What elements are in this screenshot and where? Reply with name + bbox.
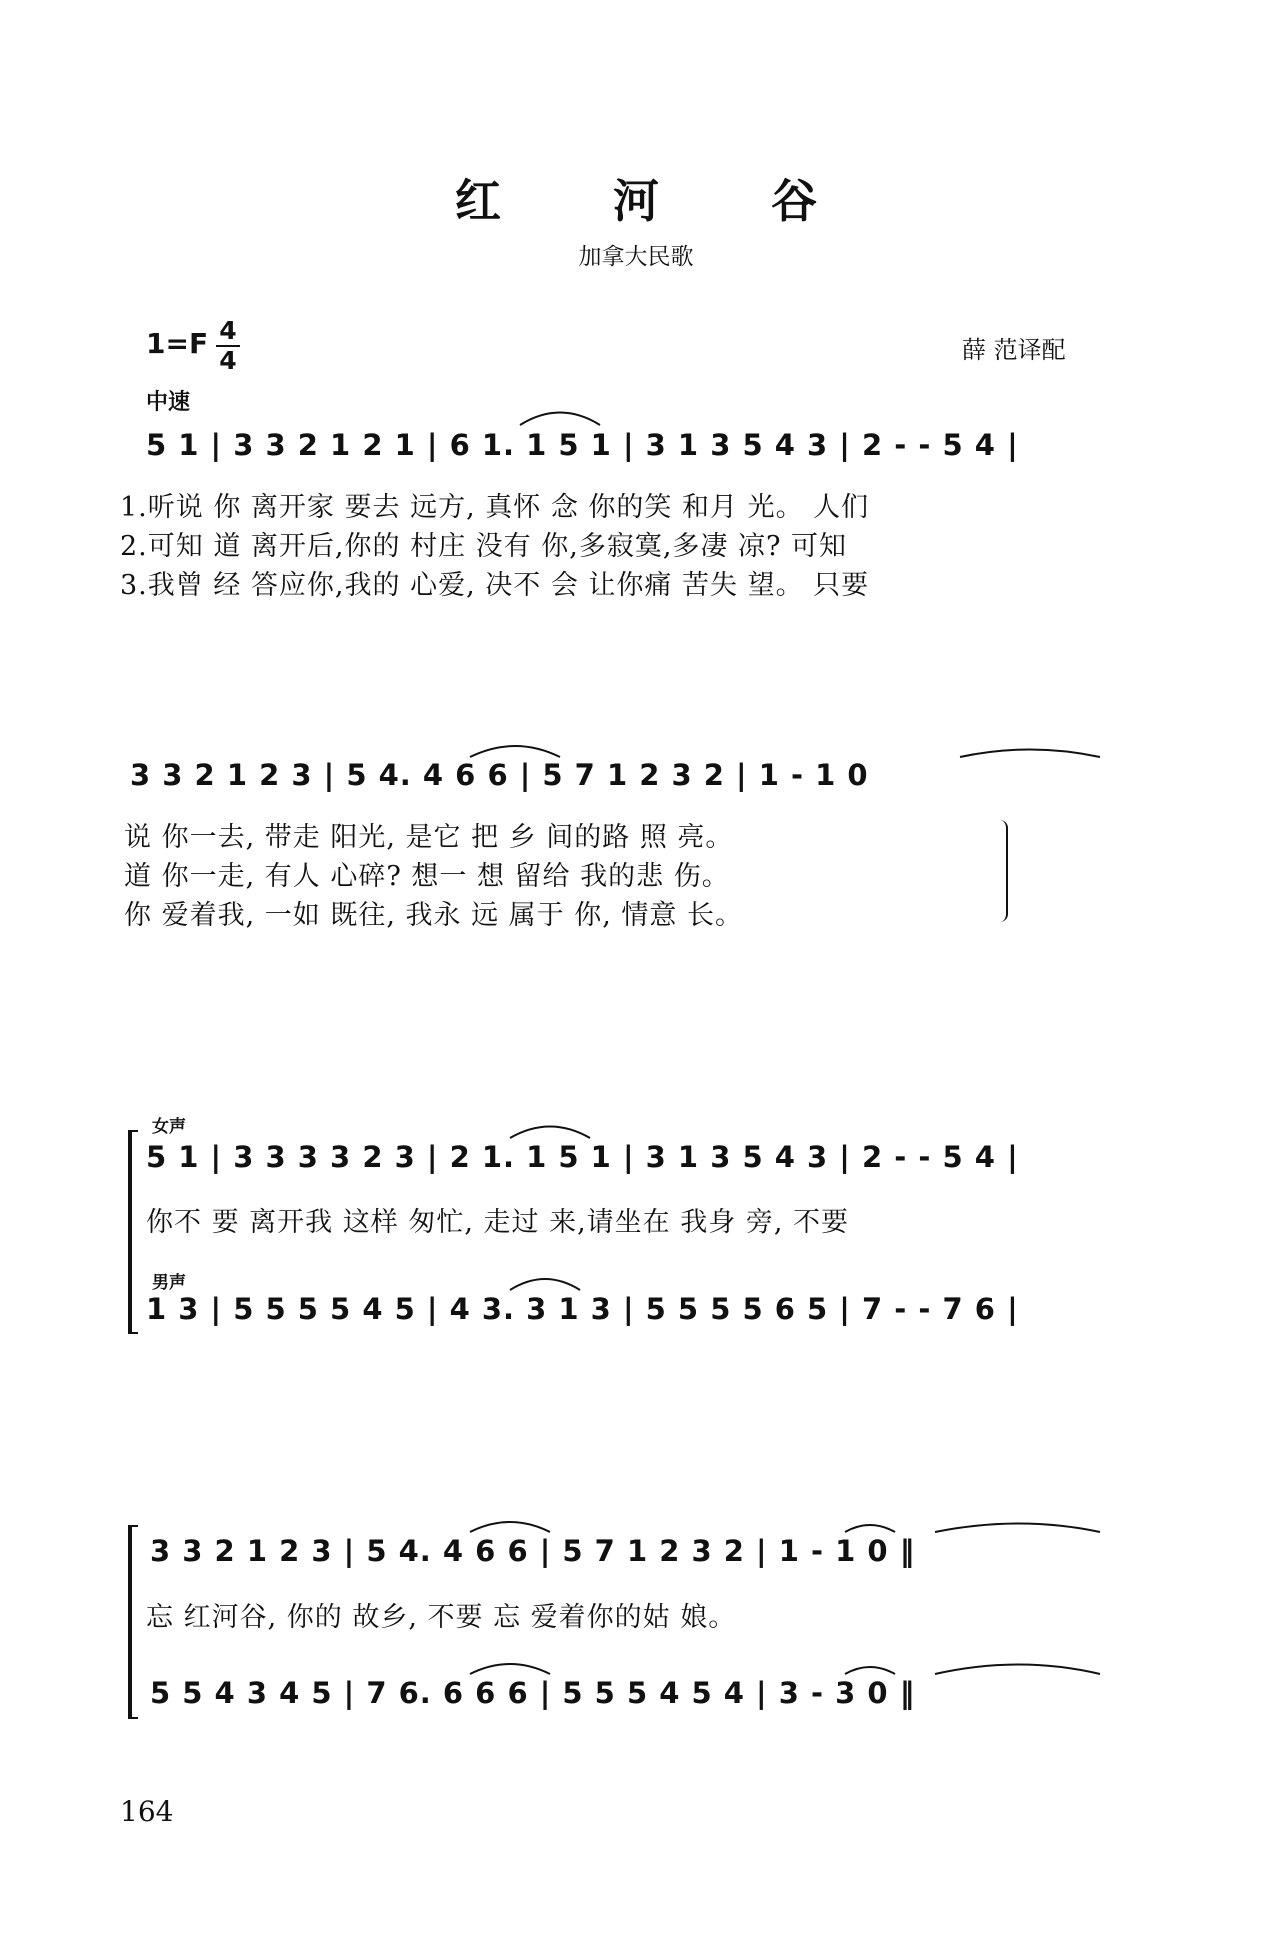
voice-label-male: 男声 xyxy=(152,1273,186,1293)
system-4-male-notes: 5 5 4 3 4 5 | 7 6. 6 6 6 | 5 5 5 4 5 4 | 3 - 3 0 ‖ xyxy=(150,1676,916,1710)
tie-arc xyxy=(510,1127,590,1139)
tie-arc xyxy=(470,1664,550,1674)
tie-arc xyxy=(470,746,560,757)
tie-arc xyxy=(470,1522,550,1532)
page-number: 164 xyxy=(120,1795,174,1828)
song-title: 红 河 谷 xyxy=(454,174,866,228)
system-4-female-notes: 3 3 2 1 2 3 | 5 4. 4 6 6 | 5 7 1 2 3 2 | 1 - 1 0 ‖ xyxy=(150,1534,916,1568)
time-signature-top: 4 xyxy=(219,316,237,345)
song-subtitle: 加拿大民歌 xyxy=(578,244,694,270)
system-2-lyric-1: 说 你一去, 带走 阳光, 是它 把 乡 间的路 照 亮。 xyxy=(124,822,734,853)
tie-arc xyxy=(845,1667,895,1674)
system-4-female-lyric: 忘 红河谷, 你的 故乡, 不要 忘 爱着你的姑 娘。 xyxy=(146,1602,737,1633)
system-1-lyric-2: 2.可知 道 离开后,你的 村庄 没有 你,多寂寞,多凄 凉? 可知 xyxy=(120,531,848,562)
system-2-notes: 3 3 2 1 2 3 | 5 4. 4 6 6 | 5 7 1 2 3 2 | 1 - 1 0 xyxy=(130,758,869,792)
system-3-male-notes: 1 3 | 5 5 5 5 4 5 | 4 3. 3 1 3 | 5 5 5 5 6 5 | 7 - - 7 6 | xyxy=(146,1292,1019,1326)
system-1-notes: 5 1 | 3 3 2 1 2 1 | 6 1. 1 5 1 | 3 1 3 5 4 3 | 2 - - 5 4 | xyxy=(146,428,1019,462)
tie-arc xyxy=(935,1665,1100,1675)
system-2-lyric-2: 道 你一走, 有人 心碎? 想一 想 留给 我的悲 伤。 xyxy=(124,861,730,892)
voice-label-female: 女声 xyxy=(152,1117,186,1137)
time-signature-bottom: 4 xyxy=(219,346,237,375)
system-3-female-lyric: 你不 要 离开我 这样 匆忙, 走过 来,请坐在 我身 旁, 不要 xyxy=(146,1207,849,1238)
system-1-lyric-3: 3.我曾 经 答应你,我的 心爱, 决不 会 让你痛 苦失 望。 只要 xyxy=(120,570,870,601)
tempo-marking: 中速 xyxy=(146,390,191,415)
tie-arc xyxy=(935,1524,1100,1533)
tie-arc xyxy=(520,413,600,426)
tie-arc xyxy=(960,750,1100,758)
tie-arc xyxy=(510,1279,580,1290)
tie-arc xyxy=(845,1525,895,1532)
key-signature: 1=F xyxy=(146,327,209,360)
system-3-female-notes: 5 1 | 3 3 3 3 2 3 | 2 1. 1 5 1 | 3 1 3 5 4 3 | 2 - - 5 4 | xyxy=(146,1140,1019,1174)
arranger-credit: 薛 范译配 xyxy=(962,336,1066,364)
system-1-lyric-1: 1.听说 你 离开家 要去 远方, 真怀 念 你的笑 和月 光。 人们 xyxy=(120,492,870,523)
system-2-lyric-3: 你 爱着我, 一如 既往, 我永 远 属于 你, 情意 长。 xyxy=(124,900,743,931)
